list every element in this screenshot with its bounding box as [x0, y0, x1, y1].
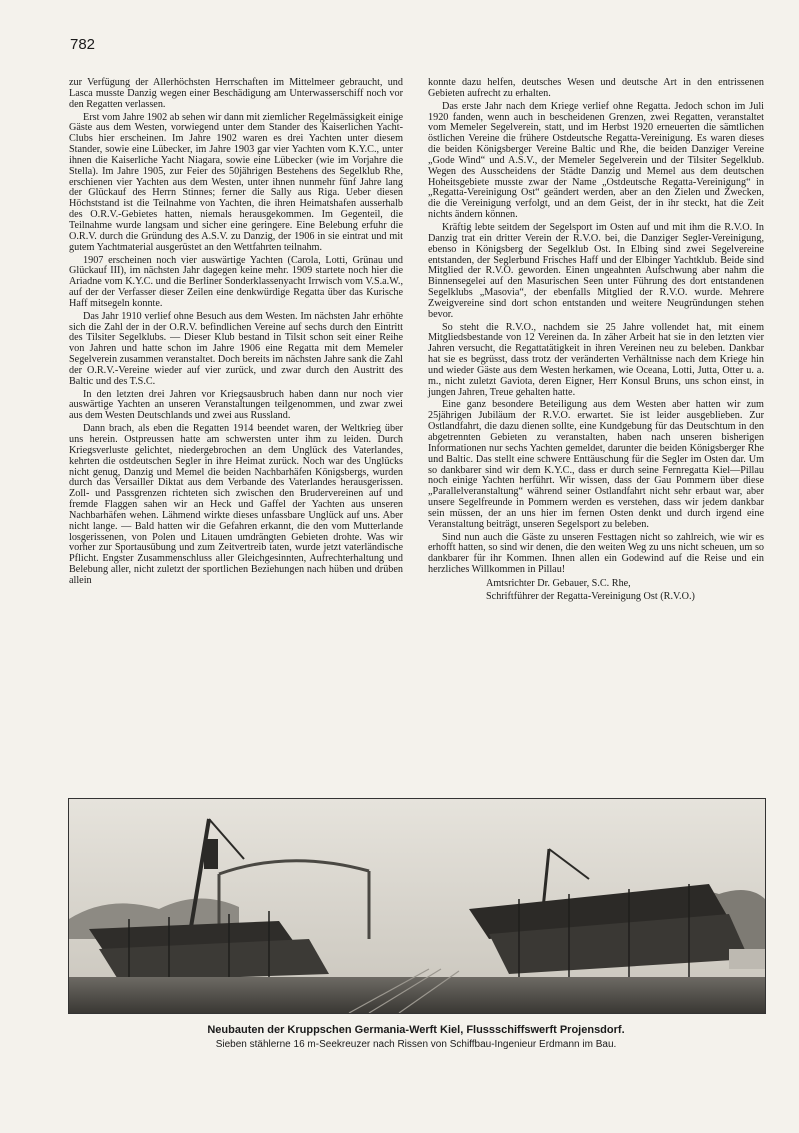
paragraph: konnte dazu helfen, deutsches Wesen und deutsche Art in den entrissenen Gebieten aufrecht zu erhalten. — [428, 77, 764, 99]
paragraph: Dann brach, als eben die Regatten 1914 beendet waren, der Weltkrieg über uns herein. Ostpreussen hatte am schwersten unter ihm zu leiden. Durch Kriegsverluste gelichtet, niedergebrochen an dem Unglück des Vaterlandes, kehrten die ostdeutschen Segler in ihre Heimat zurück. Noch war des Unglücks nicht genug, Danzig und Memel die beiden Nachbarhäfen Königsbergs, wurden durch das Versailler Diktat aus dem Verbande des Vaterlandes herausgerissen. Zoll- und Passgrenzen richteten sich zwischen den Brudervereinen auf und fremde Flaggen sahen wir an Heck und Gaffel der Yachten aus unseren Nachbarhäfen wehen. Lähmend wirkte dieses unfassbare Unglück auf uns. Aber nicht lange. — Bald hatten wir die Gefahren erkannt, die den vom Mutterlande losgerissenen, von Polen und Litauen umdrängten Gebieten drohte. Was wir vorher zur Sportausübung und zum Zeitvertreib taten, wurde jetzt vaterländische Pflicht. Engster Zusammenschluss aller Gleichgesinnten, Aufrechterhaltung und Belebung aller, nicht zuletzt der sportlichen Beziehungen nach hüben und drüben allein — [69, 423, 403, 586]
paragraph: 1907 erscheinen noch vier auswärtige Yachten (Carola, Lotti, Grünau und Glückauf III), im nächsten Jahr dagegen keine mehr. 1909 startete noch hier die Ariadne vom K.Y.C. und die Berliner Sonderklassenyacht Irrwisch vom V.S.a.W., auf der der Verfasser dieser Zeilen eine denkwürdige Regatta über das Kurische Haff mitsegeln konnte. — [69, 254, 403, 309]
page-number: 782 — [70, 36, 96, 53]
paragraph: Das Jahr 1910 verlief ohne Besuch aus dem Westen. Im nächsten Jahr erhöhte sich die Zahl der in der O.R.V. befindlichen Vereine auf sechs durch den Eintritt des Tilsiter Segelklubs. — Dieser Klub bestand in Tilsit schon seit einer Reihe von Jahren und hatte schon im Jahre 1906 eine Regatta mit dem Memeler Segelverein zusammen veranstaltet. Doch bereits im nächsten Jahre sank die Zahl der O.R.V.-Vereine wieder auf vier zurück, und zwar durch den Austritt des Baltic und des T.S.C. — [69, 310, 403, 387]
paragraph: So steht die R.V.O., nachdem sie 25 Jahre vollendet hat, mit einem Mitgliedsbestande von 12 Vereinen da. In zäher Arbeit hat sie in den letzten vier Jahren versucht, die Regattatätigkeit in ihren Vereinen neu zu beleben. Dankbar hat sie es begrüsst, dass trotz der veränderten Verhältnisse nach dem Kriege hin und wieder Gäste aus dem Westen herkamen, wie Oceana, Lotti, Jutta, Otter u. a. m., nicht zuletzt Gaviota, deren Eigner, Herr Konsul Bruns, uns schon einst, in jungen Jahren, Treue gehalten hatte. — [428, 321, 764, 398]
right-column — [428, 78, 764, 605]
signature-line-1: Amtsrichter Dr. Gebauer, S.C. Rhe, — [486, 577, 631, 589]
paragraph: Erst vom Jahre 1902 ab sehen wir dann mit ziemlicher Regelmässigkeit einige Gäste aus dem Westen, vorwiegend unter dem Stander des Kaiserlichen Yacht-Clubs hier erscheinen. Im Jahre 1902 waren es drei Yachten unter diesem Stander, sowie eine Lübecker, im Jahre 1903 gar vier Yachten vom K.Y.C., unter ihnen die Kaiserliche Yacht Niagara, sowie eine Lübecker (wie im Vorjahre die Stella). Im Jahre 1905, zur Feier des 50jährigen Bestehens des Segelklub Rhe, erschienen vier Yachten aus dem Westen, unter ihnen nunmehr fünf Jahre lang der Glückauf des Herrn Stinnes; ferner die Sally aus Riga. Ueber diesen Höchststand ist die Teilnahme von Yachten, die ihren Heimatshafen ausserhalb des O.R.V.-Gebietes hatten, niemals herausgekommen. Im Gegenteil, die Teilnahme wurde langsam und sicher eine geringere. Eine Belebung erfuhr die O.R.V. durch die Gründung des A.S.V. zu Danzig, der 1906 in sie eintrat und mit gutem Yachtmaterial ausgerüstet an den Wettfahrten teilnahm. — [69, 111, 403, 253]
caption-subtitle: Sieben stählerne 16 m-Seekreuzer nach Rissen von Schiffbau-Ingenieur Erdmann im Bau. — [215, 1039, 617, 1050]
signature-line-2: Schriftführer der Regatta-Vereinigung Ost (R.V.O.) — [486, 590, 695, 602]
paragraph: Kräftig lebte seitdem der Segelsport im Osten auf und mit ihm die R.V.O. In Danzig trat ein dritter Verein der R.V.O. bei, die Danziger Segler-Vereinigung, ebenso in Königsberg der Segelklub Ost. In Elbing sind zwei Segelvereine entstanden, der Seglerbund Frisches Haff und der Elbinger Yachtklub. Beide sind Mitglied der R.V.O. geworden. Einen ungeahnten Aufschwung aber nahm die Binnensegelei auf den Masurischen Seen unter Führung des dort entstandenen Segelklubs „Masovia“, der ebenfalls Mitglied der R.V.O. wurde. Mehrere Zweigvereine sind dort schon entstanden und weitere Neugründungen stehen bevor. — [428, 221, 764, 320]
shipyard-photo — [68, 798, 766, 1014]
paragraph: Eine ganz besondere Beteiligung aus dem Westen aber hatten wir zum 25jährigen Jubiläum der R.V.O. erwartet. Sie ist leider ausgeblieben. Zur Ostlandfahrt, die dazu dienen sollte, eine Kundgebung für das Deutschtum in den abgetrennten Gebieten zu veranstalten, haben nach unseren bisherigen Informationen nur sechs Yachten gemeldet, darunter die beiden Königsberger Rhe und Baltic. Das stellt eine schwere Enttäuschung für die Segler im Osten dar. Um so dankbarer sind wir dem K.Y.C., dass er durch seine Fernregatta Kiel—Pillau noch einige Yachten herführt. Wir wissen, dass der Gau Pommern über diese „Parallelveranstaltung“ während seiner Ostlandfahrt nicht sehr erbaut war, aber unsere Segelfreunde in Pommern werden es verstehen, dass wir jedem dankbar sein müssen, der an uns hier im fernen Osten denkt und durch irgend eine Veranstaltung beiträgt, unseren Segelsport zu beleben. — [428, 399, 764, 530]
caption-title: Neubauten der Kruppschen Germania-Werft Kiel, Flussschiffswerft Projensdorf. — [207, 1024, 625, 1036]
paragraph: Das erste Jahr nach dem Kriege verlief ohne Regatta. Jedoch schon im Juli 1920 fanden, wenn auch in bescheidenen Grenzen, zwei Regatten, veranstaltet vom Memeler Segelverein, statt, und im Herbst 1920 erneuerten die sämtlichen östlichen Vereine die frühere Ostdeutsche Regatta-Vereinigung. Es waren dieses die beiden Königsberger Vereine Baltic und Rhe, die beiden Danziger Vereine „Gode Wind“ und A.S.V., der Memeler Segelverein und der Tilsiter Segelklub. Wegen des Ausscheidens der Städte Danzig und Memel aus dem deutschen Hoheitsgebiete musste zwar der Name „Ostdeutsche Regatta-Vereinigung“ in „Regatta-Vereinigung Ost“ geändert werden, aber an den Zielen und Zwecken, die die Vereinigung verfolgt, und an dem Geist, der in ihr steckt, hat die Zeit nichts ändern können. — [428, 100, 764, 221]
paragraph: zur Verfügung der Allerhöchsten Herrschaften im Mittelmeer gebraucht, und Lasca musste Danzig wegen einer Beschädigung am Unterwasserschiff noch vor den Regatten verlassen. — [69, 77, 403, 110]
paragraph: In den letzten drei Jahren vor Kriegsausbruch haben dann nur noch vier auswärtige Yachten an unseren Veranstaltungen teilgenommen, und zwar zwei aus dem Westen Deutschlands und zwei aus Russland. — [69, 388, 403, 422]
left-column — [69, 78, 403, 589]
paragraph: Sind nun auch die Gäste zu unseren Festtagen nicht so zahlreich, wie wir es erhofft hatten, so sind wir denen, die den weiten Weg zu uns nicht scheuen, um so dankbarer für ihr Kommen. Ihnen allen ein Godewind auf die Reise und ein herzliches Willkommen in Pillau! — [428, 531, 764, 576]
